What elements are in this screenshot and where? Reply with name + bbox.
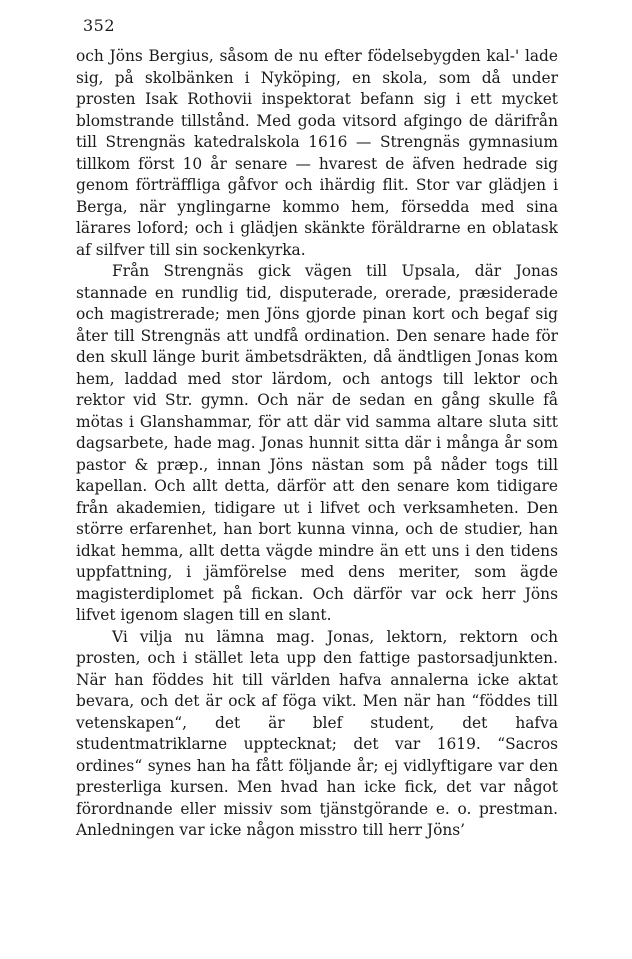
- paragraph-3: Vi vilja nu lämna mag. Jonas, lektorn, rektorn och prosten, och i stället leta upp den fattige pastorsadjunkten. När han föddes hit till världen hafva annalerna icke aktat bevara, och det är ock af föga vikt. Men när han “föddes till vetenskapen“, det är blef student, det hafva studentmatriklarne upptecknat; det var 1619. “Sacros ordines“ synes han ha fått följande år; ej vidlyftigare var den presterliga kursen. Men hvad han icke fick, det var något förordnande eller missiv som tjänstgörande e. o. prestman. Anledningen var icke någon misstro till herr Jöns’: [76, 627, 558, 839]
- page-number: 352: [83, 16, 116, 35]
- paragraph-1: och Jöns Bergius, såsom de nu efter födelsebygden kal-' lade sig, på skolbänken i Nyköping, en skola, som då under prosten Isak Rothovii inspektorat befann sig i ett mycket blomstrande tillstånd. Med goda vitsord afgingo de därifrån till Strengnäs katedralskola 1616 — Strengnäs gymnasium tillkom först 10 år senare — hvarest de äfven hedrade sig genom förträffliga gåfvor och ihärdig flit. Stor var glädjen i Berga, när ynglingarne kommo hem, försedda med sina lärares loford; och i glädjen skänkte föräldrarne en oblatask af silfver till sin sockenkyrka.: [76, 47, 558, 259]
- paragraph-2: Från Strengnäs gick vägen till Upsala, där Jonas stannade en rundlig tid, disputerade, orerade, præsiderade och magistrerade; men Jöns gjorde pinan kort och begaf sig åter till Strengnäs att undfå ordination. Den senare hade för den skull länge burit ämbetsdräkten, då ändtligen Jonas kom hem, laddad med stor lärdom, och antogs till lektor och rektor vid Str. gymn. Och när de sedan en gång skulle få mötas i Glanshammar, för att där vid samma altare sluta sitt dagsarbete, hade mag. Jonas hunnit sitta där i många år som pastor & præp., innan Jöns nästan som på nåder togs till kapellan. Och allt detta, därför att den senare kom tidigare från akademien, tidigare ut i lifvet och verksamheten. Den större erfarenhet, han bort kunna vinna, och de studier, han idkat hemma, allt detta vägde mindre än ett uns i den tidens uppfattning, i jämförelse med dens meriter, som ägde magisterdiplomet på fickan. Och därför var ock herr Jöns lifvet igenom slagen till en slant.: [76, 262, 558, 624]
- body-text: [76, 46, 558, 842]
